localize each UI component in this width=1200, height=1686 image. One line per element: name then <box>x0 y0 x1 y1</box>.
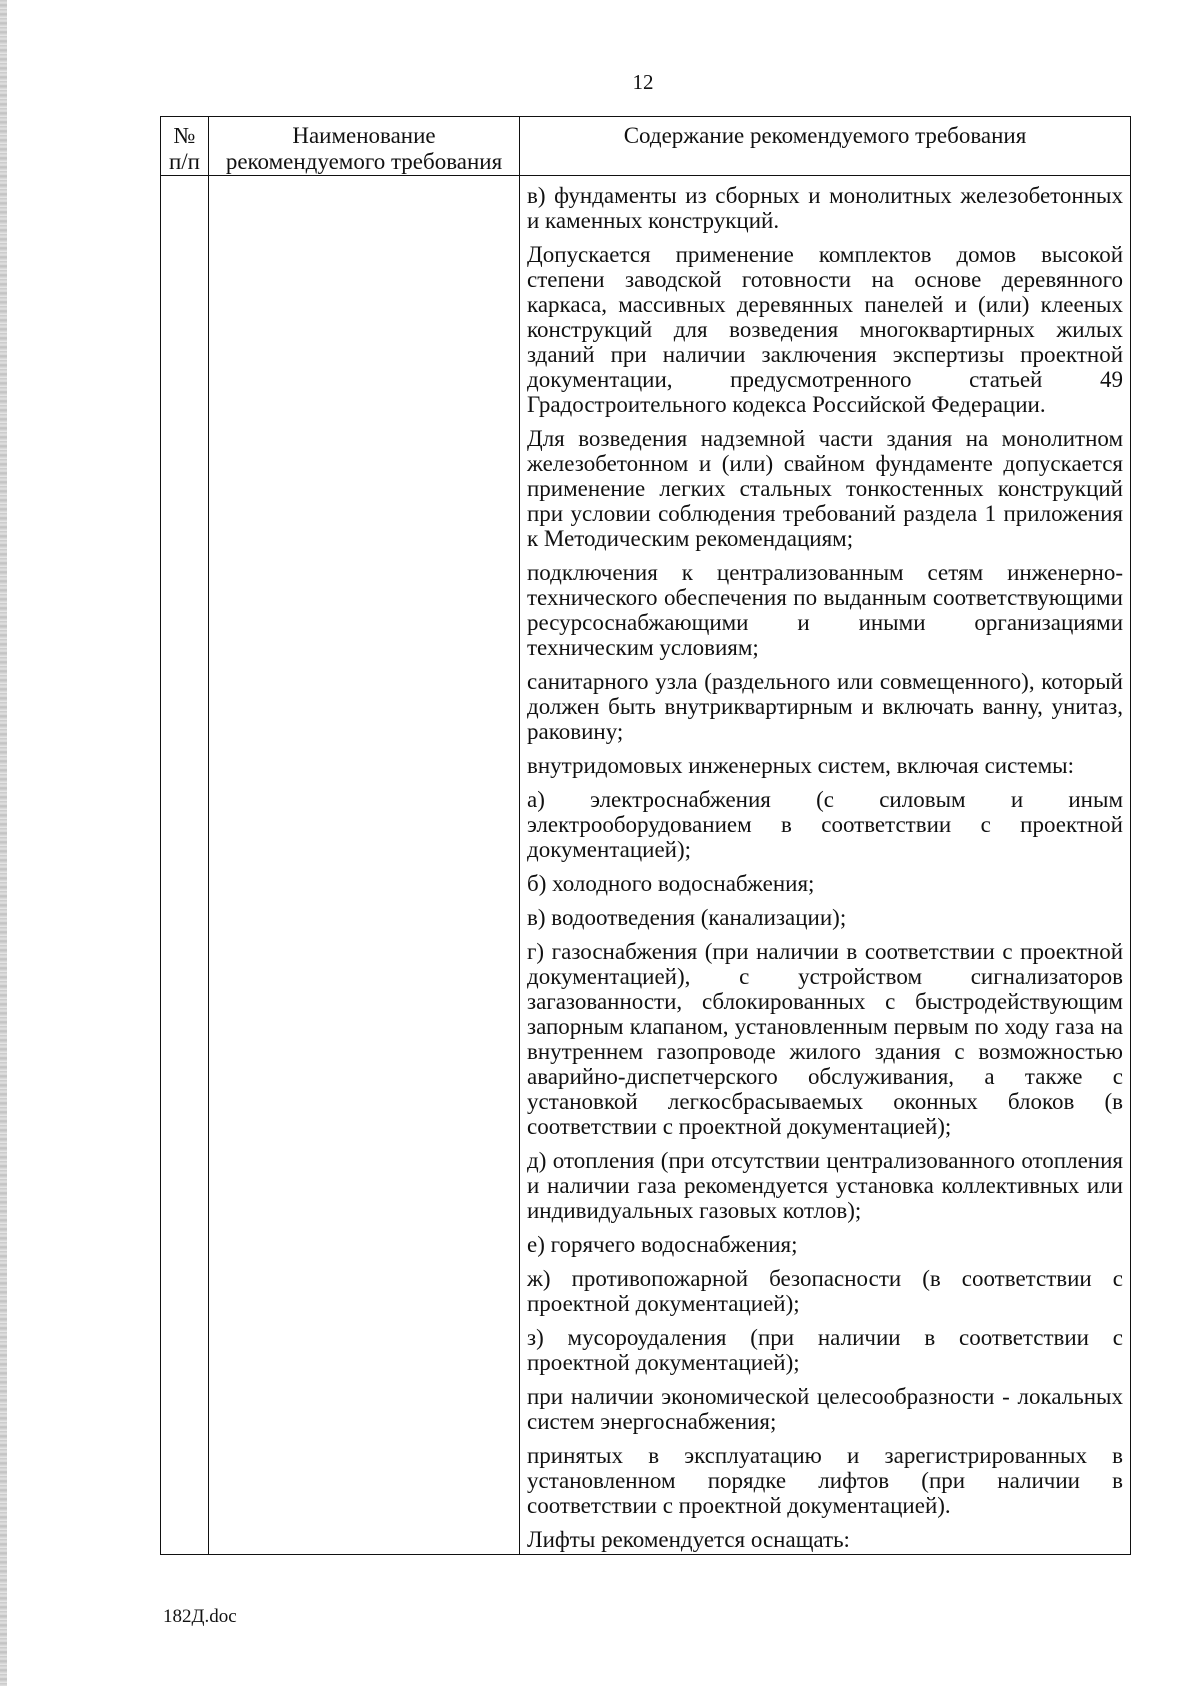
paragraph-heating: д) отопления (при отсутствии централизованного отопления и наличии газа рекомендуется установка коллективных или индивидуальных газовых котлов); <box>527 1148 1123 1223</box>
header-number: № п/п <box>161 117 209 176</box>
paragraph-cold-water: б) холодного водоснабжения; <box>527 871 815 896</box>
paragraph-steel-structures: Для возведения надземной части здания на монолитном железобетонном и (или) свайном фундаменте допускается применение легких стальных тонкостенных конструкций при условии соблюдения требований раздела 1 приложения к Методическим рекомендациям; <box>527 426 1123 551</box>
requirement-name-cell <box>209 176 520 1555</box>
paragraph-prefab-houses: Допускается применение комплектов домов высокой степени заводской готовности на основе деревянного каркаса, массивных деревянных панелей и (или) клееных конструкций для возведения многоквартирных жилых зданий при наличии заключения экспертизы проектной документации, предусмотренного статьей 49 Градостроительного кодекса Российской Федерации. <box>527 242 1123 417</box>
footer-filename: 182Д.doc <box>163 1606 237 1627</box>
paragraph-elevators-accepted: принятых в эксплуатацию и зарегистрированных в установленном порядке лифтов (при наличии в соответствии с проектной документацией). <box>527 1443 1123 1518</box>
requirements-table <box>160 116 1131 1555</box>
paragraph-electricity: а) электроснабжения (с силовым и иным электрооборудованием в соответствии с проектной документацией); <box>527 787 1123 862</box>
header-requirement-name: Наименование рекомендуемого требования <box>209 117 520 176</box>
paragraph-gas-supply: г) газоснабжения (при наличии в соответствии с проектной документацией), с устройством сигнализаторов загазованности, сблокированных с быстродействующим запорным клапаном, установленным первым по ходу газа на внутреннем газопроводе жилого здания с возможностью аварийно-диспетчерского обслуживания, а также с установкой легкосбрасываемых оконных блоков (в соответствии с проектной документацией); <box>527 939 1123 1139</box>
paragraph-utility-connections: подключения к централизованным сетям инженерно-технического обеспечения по выданным соответствующими ресурсоснабжающими и иными организациями техническим условиям; <box>527 560 1123 660</box>
number-cell <box>161 176 209 1555</box>
paragraph-waste-removal: з) мусороудаления (при наличии в соответствии с проектной документацией); <box>527 1325 1123 1375</box>
header-requirement-content: Содержание рекомендуемого требования <box>520 117 1131 176</box>
page-number: 12 <box>632 70 654 94</box>
paragraph-foundations: в) фундаменты из сборных и монолитных железобетонных и каменных конструкций. <box>527 183 1123 233</box>
paragraph-sewerage: в) водоотведения (канализации); <box>527 905 847 930</box>
paragraph-fire-safety: ж) противопожарной безопасности (в соответствии с проектной документацией); <box>527 1266 1123 1316</box>
paragraph-engineering-systems: внутридомовых инженерных систем, включая системы: <box>527 753 1074 778</box>
requirement-content-cell <box>520 176 1131 1555</box>
paragraph-elevators-equip: Лифты рекомендуется оснащать: <box>527 1527 850 1552</box>
paragraph-sanitary-unit: санитарного узла (раздельного или совмещенного), который должен быть внутриквартирным и включать ванну, унитаз, раковину; <box>527 669 1123 744</box>
paragraph-hot-water: е) горячего водоснабжения; <box>527 1232 798 1257</box>
scan-edge-shading <box>0 0 7 1686</box>
paragraph-local-energy: при наличии экономической целесообразности - локальных систем энергоснабжения; <box>527 1384 1123 1434</box>
table-header-row <box>161 117 1131 176</box>
table-row <box>161 176 1131 1555</box>
